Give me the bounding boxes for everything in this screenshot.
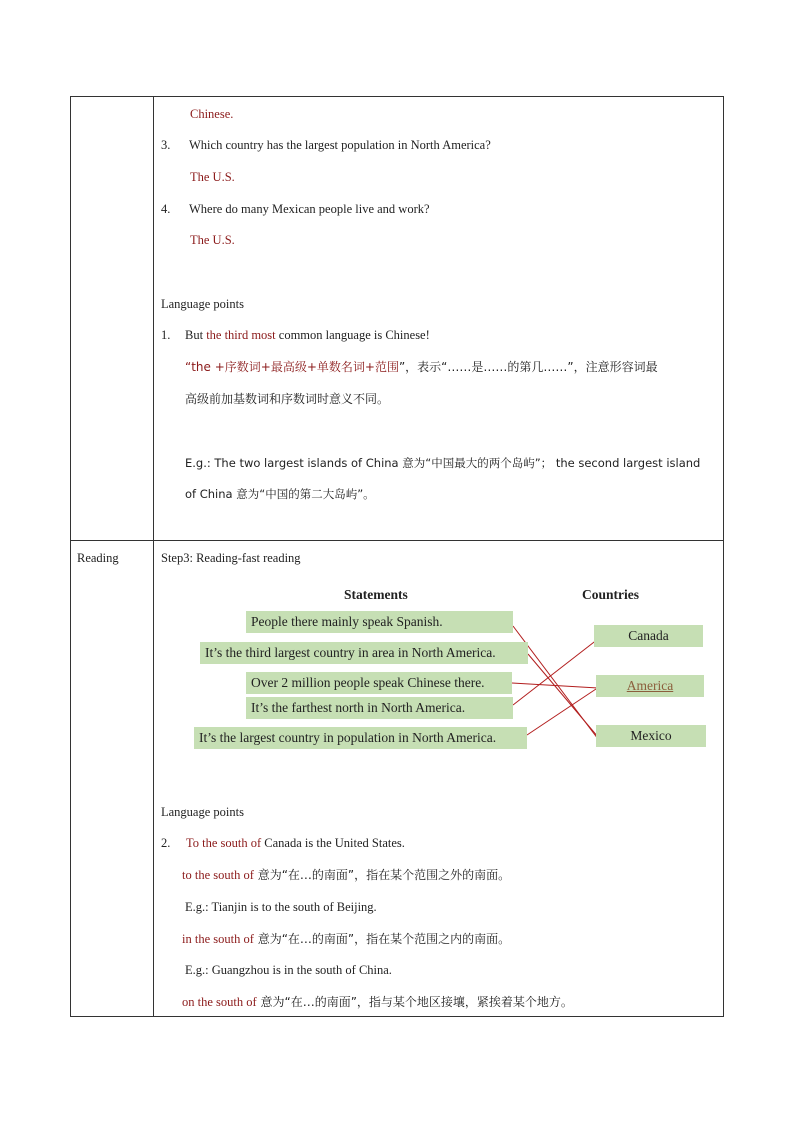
lp1-highlight: the third most <box>206 328 276 342</box>
language-points-title-2: Language points <box>161 805 244 819</box>
statement-4: It’s the farthest north in North America. <box>246 697 513 719</box>
to-the-south-of-note <box>182 867 510 883</box>
statement-5: It’s the largest country in population in North America. <box>194 727 527 749</box>
question-3-answer: The U.S. <box>190 170 235 184</box>
language-points-title: Language points <box>161 297 244 311</box>
country-america-link[interactable]: America <box>626 678 674 693</box>
question-4-text: Where do many Mexican people live and work? <box>189 202 430 216</box>
lp2-highlight: To the south of <box>186 836 262 850</box>
language-point-2-sentence <box>186 835 405 851</box>
example-line-1: E.g.: The two largest islands of China 意为“中国最大的两个岛屿”； the second largest island <box>185 456 701 470</box>
example-guangzhou: E.g.: Guangzhou is in the south of China. <box>185 963 392 977</box>
lp1-note-rest: ”，表示“……是……的第几……”，注意形容词最 <box>398 360 658 374</box>
language-point-1-note <box>185 359 658 375</box>
language-point-1-number: 1. <box>161 328 171 342</box>
in-the-south-of-meaning: 意为“在…的南面”，指在某个范围之内的南面。 <box>253 932 511 946</box>
lp1-pre: But <box>185 328 207 342</box>
row-divider <box>70 540 724 541</box>
column-divider <box>153 96 154 1017</box>
to-the-south-of-meaning: 意为“在…的南面”，指在某个范围之外的南面。 <box>253 868 511 882</box>
statement-3: Over 2 million people speak Chinese there. <box>246 672 512 694</box>
language-point-1-note-line2: 高级前加基数词和序数词时意义不同。 <box>185 392 390 406</box>
to-the-south-of-phrase: to the south of <box>182 868 254 882</box>
lp1-note-formula: the +序数词+最高级+单数名词+范围 <box>191 360 399 374</box>
in-the-south-of-note <box>182 931 510 947</box>
country-america[interactable] <box>596 675 704 697</box>
countries-header: Countries <box>582 587 639 602</box>
lp1-note-open: “ <box>185 360 192 374</box>
statements-header: Statements <box>344 587 408 602</box>
on-the-south-of-phrase: on the south of <box>182 995 257 1009</box>
country-mexico: Mexico <box>596 725 706 747</box>
reading-label: Reading <box>77 551 119 565</box>
lp1-post: common language is Chinese! <box>275 328 430 342</box>
statement-2: It’s the third largest country in area in North America. <box>200 642 528 664</box>
answer-chinese: Chinese. <box>190 107 234 121</box>
question-3-text: Which country has the largest population in North America? <box>189 138 491 152</box>
on-the-south-of-meaning: 意为“在…的南面”，指与某个地区接壤，紧挨着某个地方。 <box>256 995 573 1009</box>
on-the-south-of-note <box>182 994 573 1010</box>
country-canada: Canada <box>594 625 703 647</box>
question-4-answer: The U.S. <box>190 233 235 247</box>
language-point-1-sentence <box>185 327 430 343</box>
lp2-post: Canada is the United States. <box>261 836 405 850</box>
in-the-south-of-phrase: in the south of <box>182 932 254 946</box>
example-tianjin: E.g.: Tianjin is to the south of Beijing. <box>185 900 377 914</box>
language-point-2-number: 2. <box>161 836 171 850</box>
statement-1: People there mainly speak Spanish. <box>246 611 513 633</box>
question-3-number: 3. <box>161 138 171 152</box>
reading-step-title: Step3: Reading-fast reading <box>161 551 301 565</box>
question-4-number: 4. <box>161 202 171 216</box>
example-line-2: of China 意为“中国的第二大岛屿”。 <box>185 487 375 501</box>
